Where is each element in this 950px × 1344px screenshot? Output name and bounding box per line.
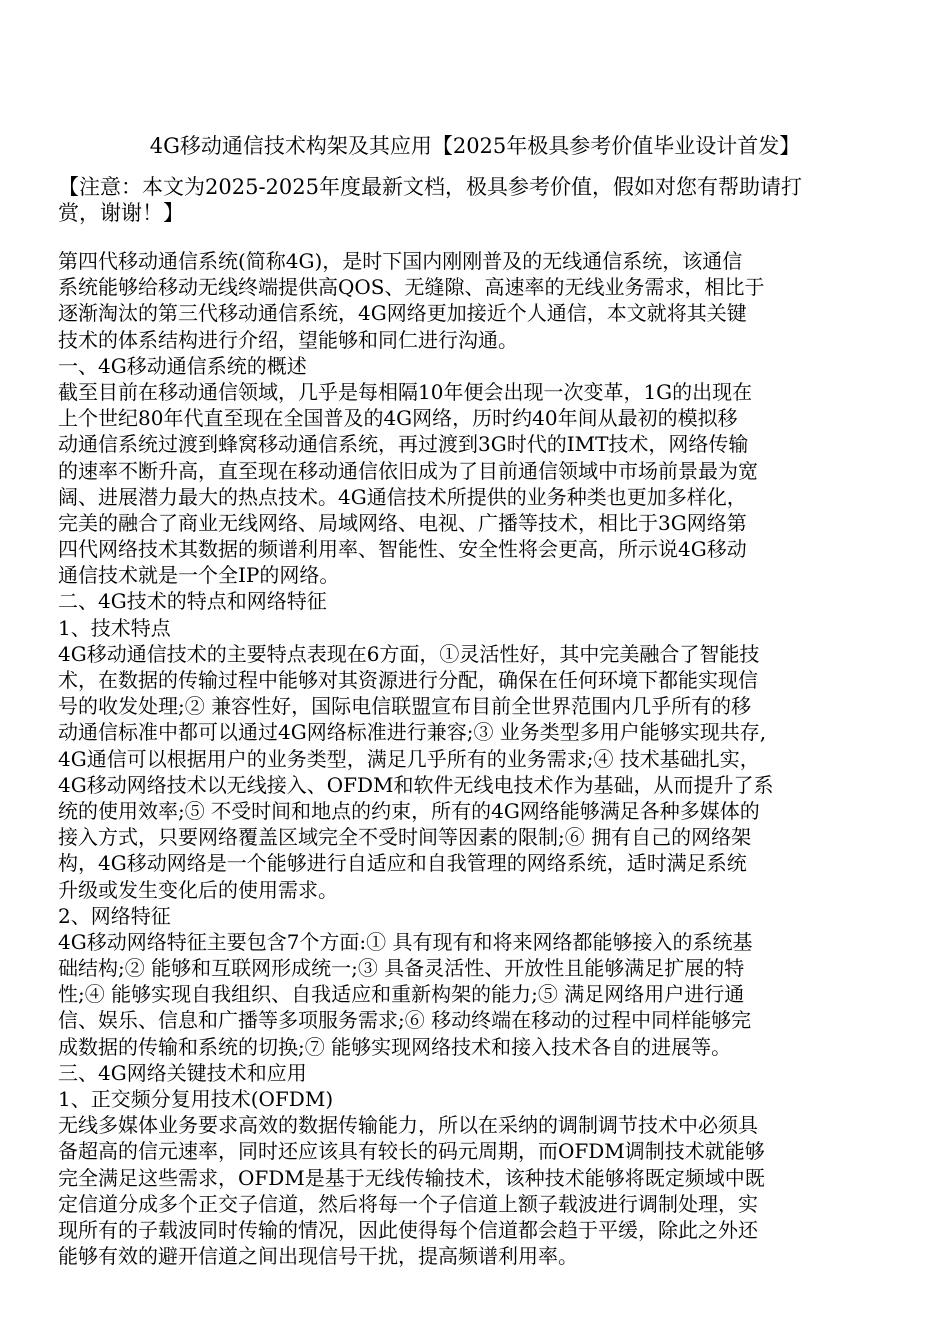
text-line: 定信道分成多个正交子信道，然后将每一个子信道上额子载波进行调制处理，实 [58,1191,758,1216]
text-line: 4G移动通信技术的主要特点表现在6方面，①灵活性好，其中完美融合了智能技 [58,641,760,666]
subsection-heading: 1、技术特点 [58,615,171,640]
notice-text [58,174,908,226]
text-line: 4G移动网络特征主要包含7个方面:① 具有现有和将来网络都能够接入的系统基 [58,929,753,954]
text-line: 完全满足这些需求，OFDM是基于无线传输技术，该种技术能够将既定频域中既 [58,1165,765,1190]
text-line: 性;④ 能够实现自我组织、自我适应和重新构架的能力;⑤ 满足网络用户进行通 [58,982,745,1007]
text-line: 完美的融合了商业无线网络、局域网络、电视、广播等技术，相比于3G网络第 [58,510,747,535]
text-line: 号的收发处理;② 兼容性好，国际电信联盟宣布目前全世界范围内几乎所有的移 [58,694,752,719]
text-line: 的速率不断升高，直至现在移动通信依旧成为了目前通信领域中市场前景最为宽 [58,458,758,483]
text-line: 逐渐淘汰的第三代移动通信系统，4G网络更加接近个人通信，本文就将其关键 [58,301,747,326]
text-line: 备超高的信元速率，同时还应该具有较长的码元周期，而OFDM调制技术就能够 [58,1139,765,1164]
text-line: 现所有的子载波同时传输的情况，因此使得每个信道都会趋于平缓，除此之外还 [58,1217,758,1242]
section-heading: 三、4G网络关键技术和应用 [58,1060,307,1085]
text-line: 系统能够给移动无线终端提供高QOS、无缝隙、高速率的无线业务需求，相比于 [58,275,765,300]
text-line: 升级或发生变化后的使用需求。 [58,877,338,902]
text-line: 无线多媒体业务要求高效的数据传输能力，所以在采纳的调制调节技术中必须具 [58,1113,758,1138]
text-line: 技术的体系结构进行介绍，望能够和同仁进行沟通。 [58,327,518,352]
text-line: 4G移动网络技术以无线接入、OFDM和软件无线电技术作为基础，从而提升了系 [58,772,774,797]
text-line: 阔、进展潜力最大的热点技术。4G通信技术所提供的业务种类也更加多样化， [58,484,747,509]
text-line: 术，在数据的传输过程中能够对其资源进行分配，确保在任何环境下都能实现信 [58,668,758,692]
text-line: 接入方式，只要网络覆盖区域完全不受时间等因素的限制;⑥ 拥有自己的网络架 [58,825,752,850]
text-line: 通信技术就是一个全IP的网络。 [58,563,340,588]
text-line: 信、娱乐、信息和广播等多项服务需求;⑥ 移动终端在移动的过程中同样能够完 [58,1008,752,1033]
text-line: 第四代移动通信系统(简称4G)，是时下国内刚刚普及的无线通信系统，该通信 [58,249,743,273]
document-title: 4G移动通信技术构架及其应用【2025年极具参考价值毕业设计首发】 [149,134,801,158]
text-line: 上个世纪80年代直至现在全国普及的4G网络，历时约40年间从最初的模拟移 [58,406,738,431]
subsection-heading: 2、网络特征 [58,903,171,928]
body-text [58,248,938,1269]
section-heading: 二、4G技术的特点和网络特征 [58,589,327,614]
text-line: 截至目前在移动通信领域，几乎是每相隔10年便会出现一次变革，1G的出现在 [58,379,753,404]
notice-line: 【注意：本文为2025-2025年度最新文档，极具参考价值，假如对您有帮助请打 [58,175,802,199]
notice-line: 赏，谢谢！】 [58,201,184,225]
text-line: 成数据的传输和系统的切换;⑦ 能够实现网络技术和接入技术各自的进展等。 [58,1034,732,1059]
text-line: 4G通信可以根据用户的业务类型，满足几乎所有的业务需求;④ 技术基础扎实， [58,746,760,771]
text-line: 动通信标准中都可以通过4G网络标准进行兼容;③ 业务类型多用户能够实现共存, [58,720,767,745]
section-heading: 一、4G移动通信系统的概述 [58,353,307,378]
text-line: 础结构;② 能够和互联网形成统一;③ 具备灵活性、开放性且能够满足扩展的特 [58,956,745,981]
text-line: 能够有效的避开信道之间出现信号干扰，提高频谱利用率。 [58,1244,578,1269]
text-line: 统的使用效率;⑤ 不受时间和地点的约束，所有的4G网络能够满足各种多媒体的 [58,798,760,823]
text-line: 动通信系统过渡到蜂窝移动通信系统，再过渡到3G时代的IMT技术，网络传输 [58,432,749,457]
subsection-heading: 1、正交频分复用技术(OFDM) [58,1087,334,1111]
text-line: 四代网络技术其数据的频谱利用率、智能性、安全性将会更高，所示说4G移动 [58,537,747,562]
text-line: 构，4G移动网络是一个能够进行自适应和自我管理的网络系统，适时满足系统 [58,851,747,876]
